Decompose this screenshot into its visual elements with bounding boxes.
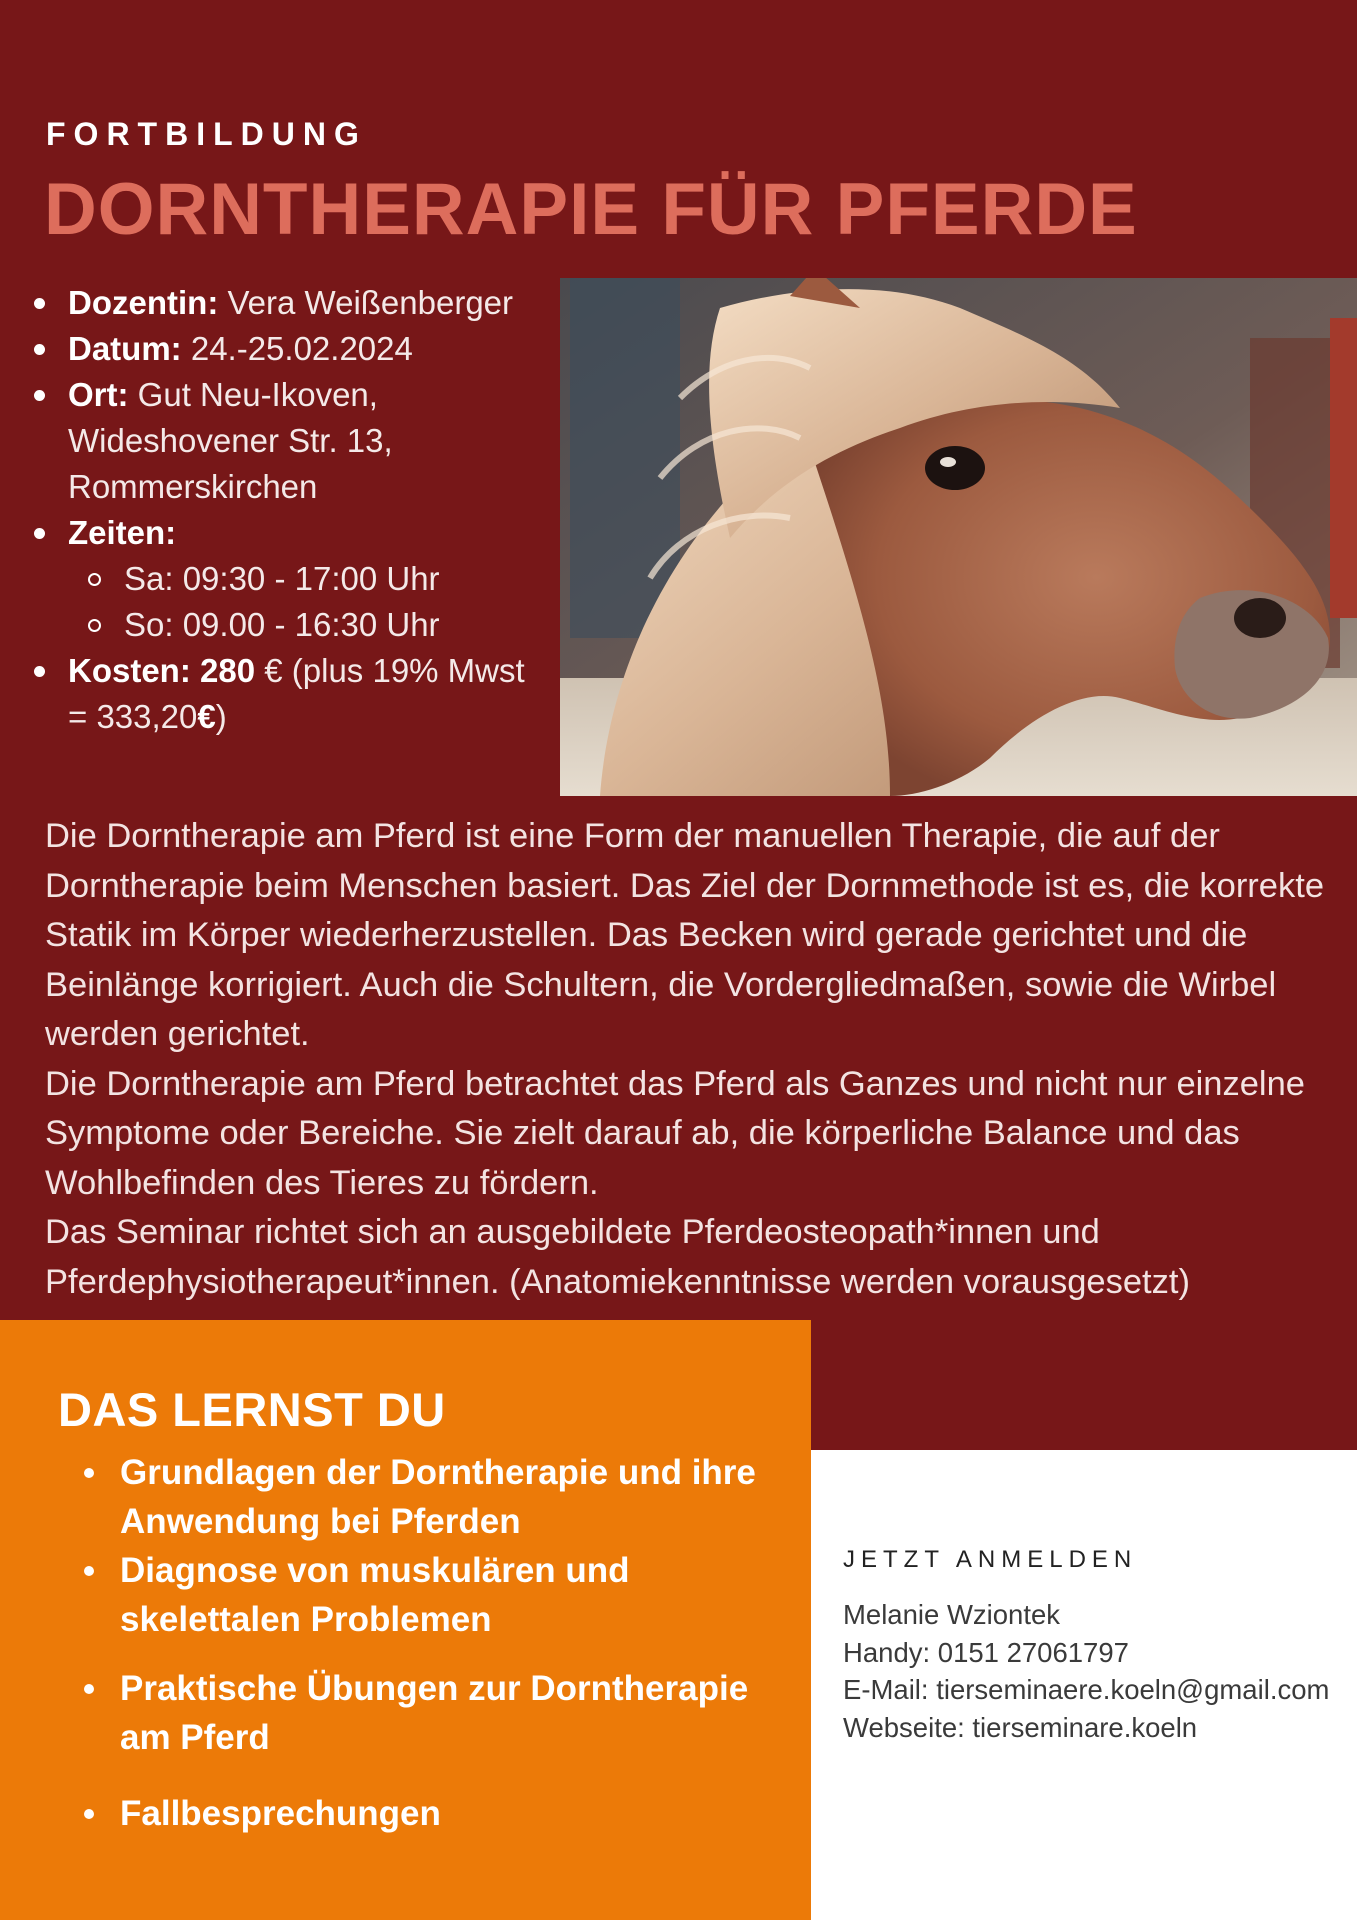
fact-lecturer: Dozentin: Vera Weißenberger [30, 280, 555, 326]
fact-times: Zeiten: [30, 510, 555, 556]
learning-item: Fallbesprechungen [80, 1789, 780, 1838]
description-paragraph: Das Seminar richtet sich an ausgebildete Pferdeosteopath*innen und Pferdephysiotherapeut*innen. (Anatomiekenntnisse werden vorausgesetzt) [45, 1213, 1190, 1301]
eyebrow-label: FORTBILDUNG [46, 116, 367, 152]
learning-heading: DAS LERNST DU [58, 1383, 446, 1436]
pony-photo [560, 278, 1357, 796]
time-sunday: So: 09.00 - 16:30 Uhr [68, 602, 555, 648]
contact-name: Melanie Wziontek [843, 1599, 1061, 1630]
fact-place: Ort: Gut Neu-Ikoven, Wideshovener Str. 13, Rommerskirchen [30, 372, 555, 510]
course-facts [30, 280, 555, 740]
page-title: DORNTHERAPIE FÜR PFERDE [44, 169, 1138, 250]
learning-item: Grundlagen der Dorntherapie und ihre Anwendung bei Pferden [80, 1448, 780, 1546]
contact-email[interactable]: E-Mail: tierseminaere.koeln@gmail.com [843, 1674, 1330, 1705]
learning-item: Diagnose von muskulären und skelettalen Problemen [80, 1546, 780, 1644]
register-label: JETZT ANMELDEN [843, 1546, 1138, 1573]
time-saturday: Sa: 09:30 - 17:00 Uhr [68, 556, 555, 602]
description-paragraph: Die Dorntherapie am Pferd betrachtet das Pferd als Ganzes und nicht nur einzelne Symptome oder Bereiche. Sie zielt darauf ab, die körperliche Balance und das Wohlbefinden des Tieres zu fördern. [45, 1064, 1305, 1202]
course-description [45, 812, 1335, 1307]
learning-item: Praktische Übungen zur Dorntherapie am Pferd [80, 1664, 780, 1762]
fact-date: Datum: 24.-25.02.2024 [30, 326, 555, 372]
fact-cost: Kosten: 280 € (plus 19% Mwst = 333,20€) [30, 648, 555, 740]
contact-phone[interactable]: Handy: 0151 27061797 [843, 1636, 1129, 1668]
contact-box [811, 1450, 1357, 1920]
contact-website[interactable]: Webseite: tierseminare.koeln [843, 1711, 1198, 1743]
learning-box [0, 1320, 811, 1920]
description-paragraph: Die Dorntherapie am Pferd ist eine Form der manuellen Therapie, die auf der Dorntherapie beim Menschen basiert. Das Ziel der Dornmethode ist es, die korrekte Statik im Körper wiederherzustellen. Das Becken wird gerade gerichtet und die Beinlänge korrigiert. Auch die Schultern, die Vordergliedmaßen, sowie die Wirbel werden gerichtet. [45, 817, 1325, 1053]
